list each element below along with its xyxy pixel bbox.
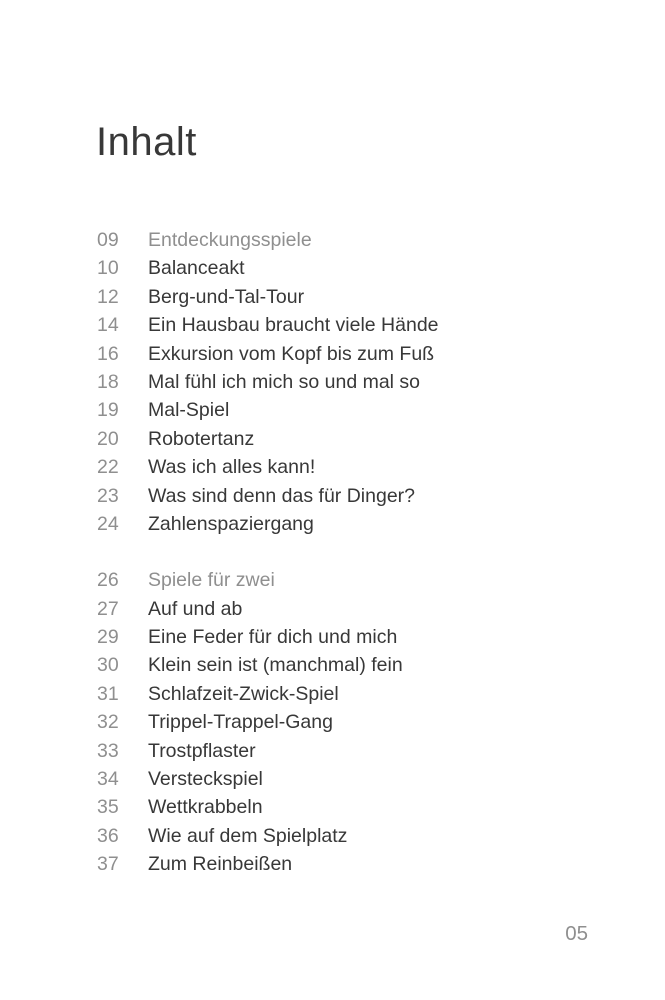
toc-entry-title: Klein sein ist (manchmal) fein xyxy=(148,654,403,677)
toc-row xyxy=(97,510,439,538)
toc-row xyxy=(97,737,439,765)
toc-row xyxy=(97,396,439,424)
toc-entry-page-number: 09 xyxy=(97,229,119,251)
toc-entry-title: Wettkrabbeln xyxy=(148,796,263,819)
toc-entry-title: Spiele für zwei xyxy=(148,569,275,592)
toc-entry-title: Mal fühl ich mich so und mal so xyxy=(148,370,421,393)
toc-entry-title: Eine Feder für dich und mich xyxy=(148,626,398,649)
toc-entry-page-number: 18 xyxy=(97,370,119,393)
folio-page-number: 05 xyxy=(565,922,588,945)
toc-entry-page-number: 12 xyxy=(97,285,119,308)
toc-entry-page-number: 23 xyxy=(97,484,119,507)
toc-row xyxy=(97,254,439,282)
toc-entry-title: Trippel-Trappel-Gang xyxy=(148,711,333,734)
toc-entry-title: Versteckspiel xyxy=(148,768,263,791)
toc-entry-title: Balanceakt xyxy=(148,257,245,280)
toc-entry-page-number: 33 xyxy=(97,739,119,762)
toc-row xyxy=(97,453,439,481)
toc-row xyxy=(97,311,439,339)
toc-entry-title: Mal-Spiel xyxy=(148,399,230,422)
toc-entry-page-number: 14 xyxy=(97,314,119,337)
toc-entry-title: Exkursion vom Kopf bis zum Fuß xyxy=(148,342,435,365)
toc-row xyxy=(97,793,439,821)
toc-row xyxy=(97,651,439,679)
toc-entry-page-number: 10 xyxy=(97,257,119,280)
toc-entry-page-number: 29 xyxy=(97,626,119,649)
toc-section-header xyxy=(97,226,439,254)
toc-row xyxy=(97,850,439,878)
table-of-contents xyxy=(97,226,439,907)
toc-entry-title: Schlafzeit-Zwick-Spiel xyxy=(148,682,339,705)
toc-entry-title: Auf und ab xyxy=(148,597,243,620)
toc-row xyxy=(97,708,439,736)
toc-entry-title: Was ich alles kann! xyxy=(148,456,316,479)
toc-entry-title: Entdeckungsspiele xyxy=(148,229,312,251)
page-title: Inhalt xyxy=(96,120,197,164)
toc-entry-title: Robotertanz xyxy=(148,427,255,450)
toc-entry-page-number: 27 xyxy=(97,597,119,620)
toc-entry-page-number: 36 xyxy=(97,824,119,847)
toc-group xyxy=(97,566,439,878)
toc-entry-title: Berg-und-Tal-Tour xyxy=(148,285,305,308)
toc-row xyxy=(97,822,439,850)
toc-row xyxy=(97,425,439,453)
toc-entry-page-number: 31 xyxy=(97,682,119,705)
toc-entry-title: Zum Reinbeißen xyxy=(148,853,293,876)
toc-entry-page-number: 30 xyxy=(97,654,119,677)
toc-row xyxy=(97,368,439,396)
toc-group xyxy=(97,226,439,538)
toc-entry-title: Zahlenspaziergang xyxy=(148,512,314,535)
toc-section-header xyxy=(97,566,439,594)
toc-row xyxy=(97,680,439,708)
toc-entry-page-number: 32 xyxy=(97,711,119,734)
toc-row xyxy=(97,765,439,793)
toc-entry-title: Ein Hausbau braucht viele Hände xyxy=(148,314,439,337)
toc-row xyxy=(97,340,439,368)
toc-entry-title: Was sind denn das für Dinger? xyxy=(148,484,416,507)
toc-entry-page-number: 35 xyxy=(97,796,119,819)
toc-entry-page-number: 26 xyxy=(97,569,119,592)
toc-entry-page-number: 34 xyxy=(97,768,119,791)
toc-row xyxy=(97,623,439,651)
toc-row xyxy=(97,595,439,623)
toc-entry-page-number: 16 xyxy=(97,342,119,365)
toc-entry-title: Wie auf dem Spielplatz xyxy=(148,824,348,847)
toc-entry-page-number: 20 xyxy=(97,427,119,450)
toc-entry-page-number: 19 xyxy=(97,399,119,422)
toc-entry-page-number: 22 xyxy=(97,456,119,479)
toc-entry-page-number: 24 xyxy=(97,512,119,535)
toc-row xyxy=(97,482,439,510)
toc-entry-page-number: 37 xyxy=(97,853,119,876)
toc-row xyxy=(97,283,439,311)
toc-entry-title: Trostpflaster xyxy=(148,739,256,762)
